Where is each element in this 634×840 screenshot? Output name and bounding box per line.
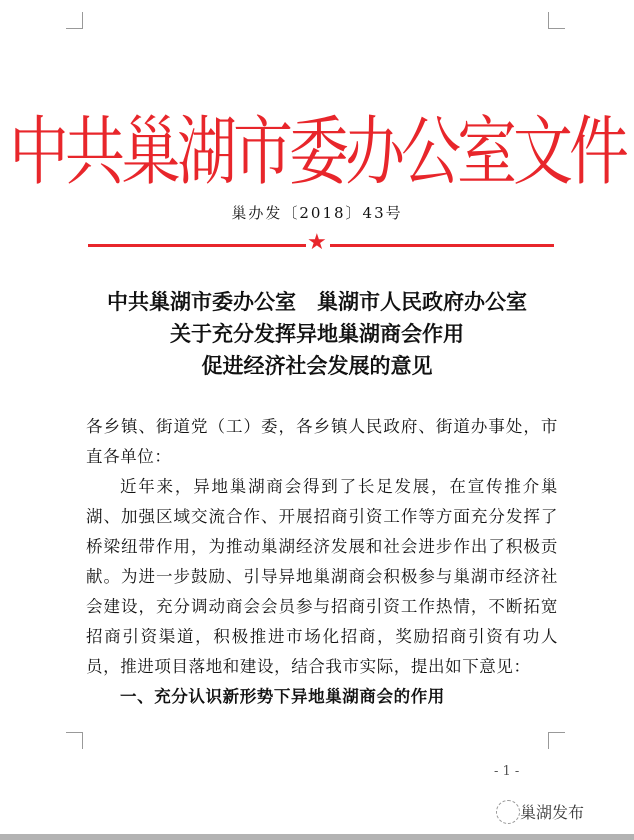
wechat-logo-icon	[496, 800, 520, 824]
document-body	[86, 412, 558, 712]
document-title	[0, 286, 634, 382]
page-number: - 1 -	[494, 764, 520, 779]
watermark-brand: 巢湖发布	[520, 803, 585, 822]
bottom-bar	[0, 834, 634, 840]
crop-mark	[66, 732, 83, 749]
crop-mark	[548, 732, 565, 749]
crop-mark	[66, 12, 83, 29]
red-divider-left	[88, 244, 306, 247]
title-line: 中共巢湖市委办公室 巢湖市人民政府办公室	[107, 289, 527, 314]
document-masthead: 中共巢湖市委办公室文件	[9, 108, 625, 196]
title-line: 关于充分发挥异地巢湖商会作用	[170, 321, 464, 346]
document-number: 巢办发〔2018〕43号	[231, 204, 403, 222]
crop-mark	[548, 12, 565, 29]
title-line: 促进经济社会发展的意见	[201, 353, 433, 378]
star-icon: ★	[307, 230, 327, 255]
red-divider-right	[330, 244, 554, 247]
salutation: 各乡镇、街道党（工）委，各乡镇人民政府、街道办事处，市直各单位：	[86, 417, 558, 466]
section-heading: 一、充分认识新形势下异地巢湖商会的作用	[120, 687, 445, 706]
paragraph: 近年来，异地巢湖商会得到了长足发展，在宣传推介巢湖、加强区域交流合作、开展招商引资工作等方面充分发挥了桥梁纽带作用，为推动巢湖经济发展和社会进步作出了积极贡献。为进一步鼓励、引导异地巢湖商会积极参与巢湖市经济社会建设，充分调动商会会员参与招商引资工作热情，不断拓宽招商引资渠道，积极推进市场化招商，奖励招商引资有功人员，推进项目落地和建设，结合我市实际，提出如下意见：	[86, 477, 558, 676]
